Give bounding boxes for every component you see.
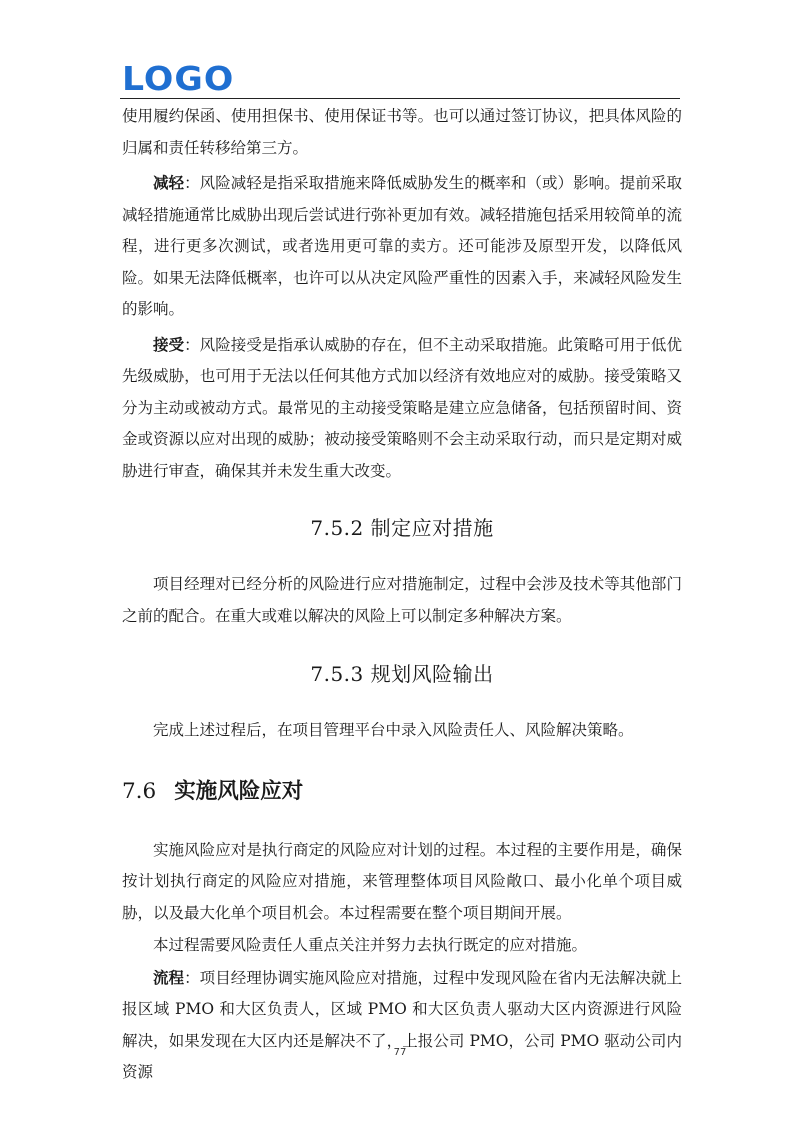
section-7-5-3-paragraph: 完成上述过程后，在项目管理平台中录入风险责任人、风险解决策略。 [153,721,634,739]
section-heading-7-5-2: 7.5.2 制定应对措施 [310,516,494,540]
section-heading-7-6 [122,777,682,807]
section-7-6-number: 7.6 [122,778,157,804]
section-7-5-2-paragraph: 项目经理对已经分析的风险进行应对措施制定，过程中会涉及技术等其他部门之前的配合。在重大或难以解决的风险上可以制定多种解决方案。 [122,575,682,625]
section-7-6-title: 实施风险应对 [174,778,304,804]
page-body [122,101,682,1089]
header-divider [120,98,680,99]
accept-text: ：风险接受是指承认威胁的存在，但不主动采取措施。此策略可用于低优先级威胁，也可用于无法以任何其他方式加以经济有效地应对的威胁。接受策略又分为主动或被动方式。最常见的主动接受策略是建立应急储备，包括预留时间、资金或资源以应对出现的威胁；被动接受策略则不会主动采取行动，而只是定期对威胁进行审查，确保其并未发生重大改变。 [122,335,682,480]
section-7-6-paragraph-2: 本过程需要风险责任人重点关注并努力去执行既定的应对措施。 [153,936,588,954]
section-heading-7-5-3: 7.5.3 规划风险输出 [310,662,494,686]
page-number: 77 [393,1047,407,1058]
accept-term: 接受 [153,335,185,354]
flow-text: ：项目经理协调实施风险应对措施，过程中发现风险在省内无法解决就上报区域 PMO 和大区负责人，区域 PMO 和大区负责人驱动大区内资源进行风险解决，如果发现在大区内还是解决不了，上报公司 PMO，公司 PMO 驱动公司内资源 [122,968,682,1081]
flow-paragraph [122,963,682,1089]
section-7-6-paragraph-1: 实施风险应对是执行商定的风险应对计划的过程。本过程的主要作用是，确保按计划执行商定的风险应对措施，来管理整体项目风险敞口、最小化单个项目威胁，以及最大化单个项目机会。本过程需要在整个项目期间开展。 [122,840,682,922]
accept-paragraph [122,330,682,488]
mitigate-paragraph [122,168,682,326]
continuation-paragraph: 使用履约保函、使用担保书、使用保证书等。也可以通过签订协议，把具体风险的归属和责任转移给第三方。 [122,107,682,157]
mitigate-term: 减轻 [153,174,185,192]
company-logo: LOGO [122,59,235,98]
mitigate-text: ：风险减轻是指采取措施来降低威胁发生的概率和（或）影响。提前采取减轻措施通常比威胁出现后尝试进行弥补更加有效。减轻措施包括采用较简单的流程，进行更多次测试，或者选用更可靠的卖方。还可能涉及原型开发，以降低风险。如果无法降低概率，也许可以从决定风险严重性的因素入手，来减轻风险发生的影响。 [122,174,682,318]
flow-term: 流程 [153,968,185,987]
